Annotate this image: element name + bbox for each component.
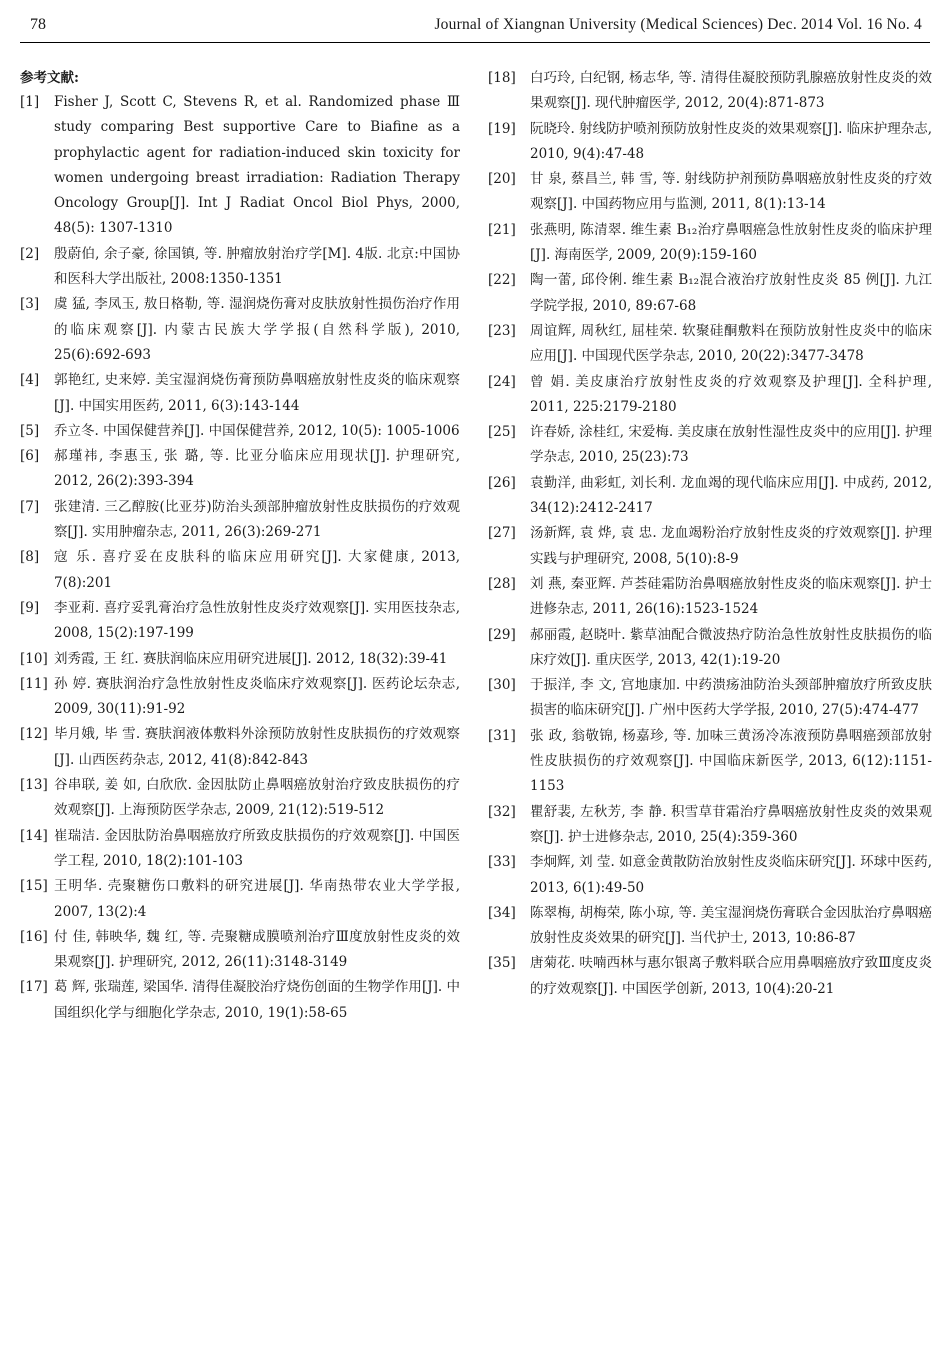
reference-text: 崔瑞洁. 金因肽防治鼻咽癌放疗所致皮肤损伤的疗效观察[J]. 中国医学工程, 2010, 18(2):101-103 [54, 827, 460, 869]
reference-entry [20, 444, 460, 495]
reference-text: 陈翠梅, 胡梅荣, 陈小琼, 等. 美宝湿润烧伤膏联合金因肽治疗鼻咽癌放射性皮炎效果的研究[J]. 当代护士, 2013, 10:86-87 [530, 904, 932, 947]
page-number: 78 [30, 16, 46, 33]
reference-entry [488, 471, 932, 522]
reference-number: [6] [20, 448, 40, 465]
reference-number: [32] [488, 803, 516, 820]
page-header [20, 14, 930, 43]
reference-entry [20, 292, 460, 368]
reference-text: 葛 辉, 张瑞莲, 梁国华. 清得佳凝胶治疗烧伤创面的生物学作用[J]. 中国组织化学与细胞化学杂志, 2010, 19(1):58-65 [54, 979, 460, 1021]
reference-number: [12] [20, 726, 48, 743]
reference-entry [488, 724, 932, 800]
reference-entry [20, 925, 460, 976]
journal-running-title: Journal of Xiangnan University (Medical Sciences) Dec. 2014 Vol. 16 No. 4 [434, 16, 922, 33]
reference-text: 于振洋, 李 文, 宫地康加. 中药溃疡油防治头颈部肿瘤放疗所致皮肤损害的临床研究[J]. 广州中医药大学学报, 2010, 27(5):474-477 [530, 677, 932, 719]
reference-list-left [20, 90, 460, 1026]
reference-number: [31] [488, 727, 516, 744]
reference-number: [10] [20, 650, 48, 667]
reference-text: 毕月娥, 毕 雪. 赛肤润液体敷料外涂预防放射性皮肤损伤的疗效观察[J]. 山西医药杂志, 2012, 41(8):842-843 [54, 726, 460, 768]
reference-entry [20, 874, 460, 925]
reference-entry [20, 773, 460, 824]
reference-text: 郝丽霞, 赵晓叶. 紫草油配合微波热疗防治急性放射性皮肤损伤的临床疗效[J]. 重庆医学, 2013, 42(1):19-20 [530, 626, 932, 668]
reference-text: 袁勤洋, 曲彩虹, 刘长利. 龙血竭的现代临床应用[J]. 中成药, 2012, 34(12):2412-2417 [530, 474, 932, 517]
reference-number: [34] [488, 904, 516, 921]
reference-text: 郭艳红, 史来婷. 美宝湿润烧伤膏预防鼻咽癌放射性皮炎的临床观察[J]. 中国实用医药, 2011, 6(3):143-144 [54, 372, 460, 414]
reference-entry [488, 370, 932, 421]
reference-text: 瞿舒裴, 左秋芳, 李 静. 积雪草苷霜治疗鼻咽癌放射性皮炎的效果观察[J]. 护士进修杂志, 2010, 25(4):359-360 [530, 803, 932, 845]
reference-number: [18] [488, 70, 516, 86]
reference-entry [488, 572, 932, 623]
reference-text: 郝瑾祎, 李惠玉, 张 璐, 等. 比亚分临床应用现状[J]. 护理研究, 2012, 26(2):393-394 [54, 448, 460, 490]
reference-entry [488, 901, 932, 952]
references-heading: 参考文献: [20, 70, 79, 86]
reference-number: [15] [20, 878, 48, 895]
reference-number: [28] [488, 575, 516, 592]
reference-number: [4] [20, 372, 40, 389]
reference-number: [29] [488, 626, 516, 643]
reference-number: [1] [20, 94, 40, 110]
reference-entry [488, 117, 932, 168]
reference-text: 刘 燕, 秦亚辉. 芦荟硅霜防治鼻咽癌放射性皮炎的临床观察[J]. 护士进修杂志, 2011, 26(16):1523-1524 [530, 575, 932, 618]
reference-text: 王明华. 壳聚糖伤口敷料的研究进展[J]. 华南热带农业大学学报, 2007, 13(2):4 [54, 878, 460, 920]
reference-text: 白巧玲, 白纪钢, 杨志华, 等. 清得佳凝胶预防乳腺癌放射性皮炎的效果观察[J]. 现代肿瘤医学, 2012, 20(4):871-873 [530, 70, 932, 112]
reference-text: 甘 泉, 蔡昌兰, 韩 雪, 等. 射线防护剂预防鼻咽癌放射性皮炎的疗效观察[J]. 中国药物应用与监测, 2011, 8(1):13-14 [530, 171, 932, 213]
reference-entry [20, 495, 460, 546]
reference-number: [19] [488, 120, 516, 137]
reference-entry [20, 596, 460, 647]
reference-number: [22] [488, 272, 516, 289]
reference-list-right [488, 66, 932, 1002]
reference-number: [8] [20, 549, 40, 566]
reference-text: 殷蔚伯, 余子豪, 徐国镇, 等. 肿瘤放射治疗学[M]. 4版. 北京:中国协和医科大学出版社, 2008:1350-1351 [54, 245, 460, 288]
reference-entry [20, 975, 460, 1026]
reference-text: 孙 婷. 赛肤润治疗急性放射性皮炎临床疗效观察[J]. 医药论坛杂志, 2009, 30(11):91-92 [54, 675, 460, 718]
reference-text: 周谊辉, 周秋红, 屈桂荣. 软聚硅酮敷料在预防放射性皮炎中的临床应用[J]. 中国现代医学杂志, 2010, 20(22):3477-3478 [530, 322, 932, 365]
reference-entry [488, 167, 932, 218]
reference-entry [20, 419, 460, 444]
reference-number: [3] [20, 296, 40, 313]
reference-number: [9] [20, 599, 40, 616]
reference-text: 曾 娟. 美皮康治疗放射性皮炎的疗效观察及护理[J]. 全科护理, 2011, 225:2179-2180 [530, 373, 932, 415]
reference-entry [488, 800, 932, 851]
reference-entry [488, 319, 932, 370]
reference-entry [20, 90, 460, 242]
reference-entry [488, 420, 932, 471]
reference-entry [488, 673, 932, 724]
reference-entry [20, 672, 460, 723]
reference-text: 付 佳, 韩映华, 魏 红, 等. 壳聚糖成膜喷剂治疗Ⅲ度放射性皮炎的效果观察[J]. 护理研究, 2012, 26(11):3148-3149 [54, 928, 460, 971]
reference-number: [16] [20, 928, 48, 945]
reference-text: 阮晓玲. 射线防护喷剂预防放射性皮炎的效果观察[J]. 临床护理杂志, 2010, 9(4):47-48 [530, 120, 932, 162]
reference-number: [26] [488, 474, 516, 491]
reference-entry [20, 647, 460, 672]
reference-text: Fisher J, Scott C, Stevens R, et al. Randomized phase Ⅲ study comparing Best supportive Care to Biafine as a prophylactic agent for radiation-induced skin toxicity for women undergoing breast irradiation: Radiation Therapy Oncology Group[J]. Int J Radiat Oncol Biol Phys, 2000, 48(5): 1307-1310 [54, 94, 460, 237]
reference-text: 乔立冬. 中国保健营养[J]. 中国保健营养, 2012, 10(5): 1005-1006 [54, 422, 460, 439]
reference-text: 张燕明, 陈清翠. 维生素 B₁₂治疗鼻咽癌急性放射性皮炎的临床护理[J]. 海南医学, 2009, 20(9):159-160 [530, 221, 932, 264]
reference-text: 刘秀霞, 王 红. 赛肤润临床应用研究进展[J]. 2012, 18(32):39-41 [54, 650, 448, 667]
reference-text: 许春娇, 涂桂红, 宋爱梅. 美皮康在放射性湿性皮炎中的应用[J]. 护理学杂志, 2010, 25(23):73 [530, 424, 932, 466]
reference-entry [20, 545, 460, 596]
reference-number: [27] [488, 525, 516, 542]
reference-entry [20, 368, 460, 419]
reference-entry [20, 824, 460, 875]
reference-number: [24] [488, 373, 516, 390]
reference-entry [488, 623, 932, 674]
reference-text: 张 政, 翁敬锦, 杨嘉珍, 等. 加味三黄汤冷冻液预防鼻咽癌颈部放射性皮肤损伤的疗效观察[J]. 中国临床新医学, 2013, 6(12):1151-1153 [530, 727, 932, 795]
reference-number: [14] [20, 827, 48, 844]
reference-text: 陶一蕾, 邱伶俐. 维生素 B₁₂混合液治疗放射性皮炎 85 例[J]. 九江学院学报, 2010, 89:67-68 [530, 272, 932, 314]
reference-text: 谷串联, 姜 如, 白欣欣. 金因肽防止鼻咽癌放射治疗致皮肤损伤的疗效观察[J]. 上海预防医学杂志, 2009, 21(12):519-512 [54, 777, 460, 819]
reference-text: 汤新辉, 袁 烨, 袁 忠. 龙血竭粉治疗放射性皮炎的疗效观察[J]. 护理实践与护理研究, 2008, 5(10):8-9 [530, 525, 932, 567]
reference-entry [488, 521, 932, 572]
reference-text: 李亚莉. 喜疗妥乳膏治疗急性放射性皮炎疗效观察[J]. 实用医技杂志, 2008, 15(2):197-199 [54, 599, 460, 642]
reference-number: [7] [20, 498, 40, 515]
reference-entry [488, 850, 932, 901]
reference-number: [33] [488, 854, 516, 871]
reference-text: 寇 乐. 喜疗妥在皮肤科的临床应用研究[J]. 大家健康, 2013, 7(8):201 [54, 549, 460, 591]
reference-entry [20, 242, 460, 293]
reference-number: [20] [488, 171, 516, 188]
reference-number: [23] [488, 322, 516, 339]
reference-entry [488, 66, 932, 117]
reference-number: [35] [488, 955, 516, 972]
reference-number: [30] [488, 677, 516, 694]
right-column [488, 66, 932, 1002]
reference-number: [11] [20, 675, 48, 692]
reference-entry [488, 268, 932, 319]
reference-text: 张建清. 三乙醇胺(比亚芬)防治头颈部肿瘤放射性皮肤损伤的疗效观察[J]. 实用肿瘤杂志, 2011, 26(3):269-271 [54, 498, 460, 541]
reference-number: [13] [20, 777, 48, 794]
reference-number: [17] [20, 979, 48, 996]
reference-number: [5] [20, 422, 40, 439]
reference-text: 唐菊花. 呋喃西林与惠尔银离子敷料联合应用鼻咽癌放疗致Ⅲ度皮炎的疗效观察[J]. 中国医学创新, 2013, 10(4):20-21 [530, 955, 932, 997]
reference-entry [488, 218, 932, 269]
reference-text: 李炯辉, 刘 莹. 如意金黄散防治放射性皮炎临床研究[J]. 环球中医药, 2013, 6(1):49-50 [530, 854, 932, 896]
reference-number: [2] [20, 245, 40, 262]
reference-entry [488, 951, 932, 1002]
left-column [20, 66, 460, 1026]
reference-number: [25] [488, 424, 516, 441]
reference-text: 虞 猛, 李凤玉, 敖日格勒, 等. 湿润烧伤膏对皮肤放射性损伤治疗作用的临床观察[J]. 内蒙古民族大学学报(自然科学版), 2010, 25(6):692-693 [54, 296, 460, 363]
reference-entry [20, 722, 460, 773]
reference-number: [21] [488, 221, 516, 238]
